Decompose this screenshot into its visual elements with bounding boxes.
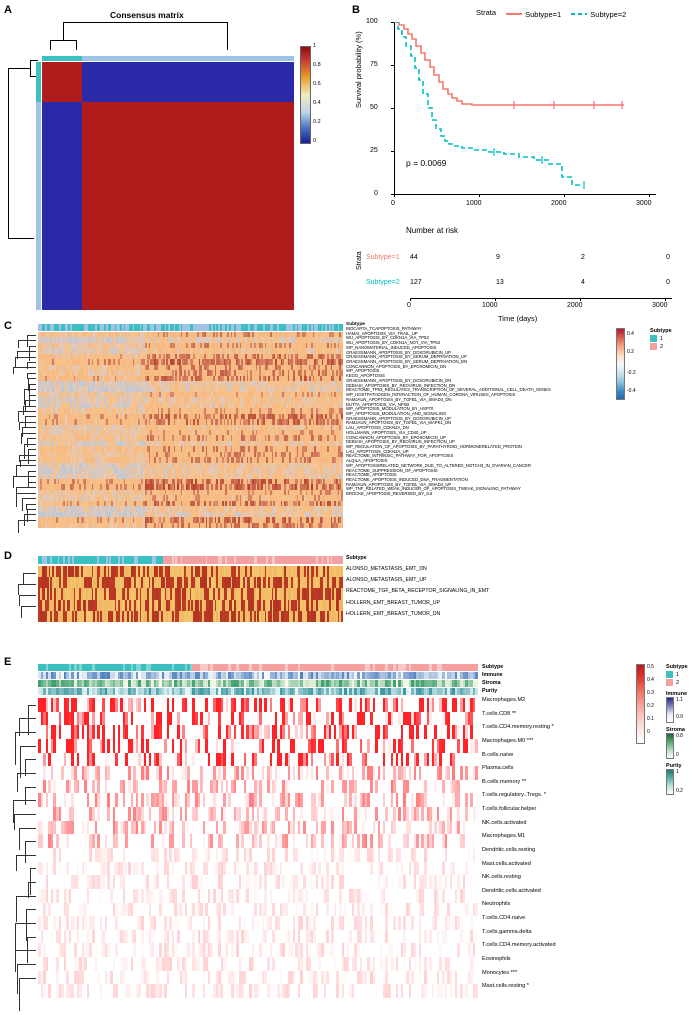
panel-e-letter: E xyxy=(4,656,12,668)
row-label: DUTTA_APOPTOSIS_VIA_NFKB xyxy=(346,401,410,407)
row-label: ALONSO_METASTASIS_EMT_DN xyxy=(346,566,427,572)
row-label: CONCANNON_APOPTOSIS_BY_EPOXOMICIN_UP xyxy=(346,434,446,440)
risk-x-tick: 1000 xyxy=(482,302,498,309)
row-label: DEBIASI_APOPTOSIS_BY_REOVIRUS_INFECTION_UP xyxy=(346,439,455,445)
row-label: GRAESSMANN_APOPTOSIS_BY_DOXORUBICIN_UP xyxy=(346,415,451,421)
row-label: KEGG_APOPTOSIS xyxy=(346,373,385,379)
consensus-matrix-heatmap xyxy=(42,62,294,310)
panel-c-letter: C xyxy=(4,320,12,332)
annotation-title: Immune xyxy=(482,672,503,678)
panel-a-letter: A xyxy=(4,4,12,16)
row-label: NK.cells.resting xyxy=(482,874,521,881)
emt-heatmap xyxy=(38,566,343,622)
row-label: GRAESSMANN_APOPTOSIS_BY_DOXORUBICIN_DN xyxy=(346,377,452,383)
row-label: B.cells.naive xyxy=(482,751,514,758)
risk-row-label-subtype2: Subtype=2 xyxy=(366,279,400,286)
scale-tick: 0.2 xyxy=(627,349,634,355)
row-label-list xyxy=(482,694,652,994)
scale-tick: -0.4 xyxy=(627,388,636,394)
color-swatch xyxy=(666,671,673,678)
row-label: HOLLERN_EMT_BREAST_TUMOR_UP xyxy=(346,599,440,606)
row-label: T.cells.regulatory..Tregs. * xyxy=(482,792,547,799)
risk-value: 9 xyxy=(496,254,500,261)
risk-value: 0 xyxy=(666,279,670,286)
row-label: NK.cells.activated xyxy=(482,819,527,826)
y-tick: 100 xyxy=(366,18,378,25)
row-label: WP_APOPTOSIS_MODULATION_AND_SIGNALING xyxy=(346,410,447,416)
annotation-row-0 xyxy=(38,664,478,671)
annotation-title: Subtype xyxy=(346,322,365,327)
risk-x-axis-label: Time (days) xyxy=(498,314,538,323)
panel-a-consensus-matrix xyxy=(0,0,340,318)
risk-value: 2 xyxy=(581,254,585,261)
scale-tick: 0.2 xyxy=(647,703,654,709)
risk-value: 4 xyxy=(581,279,585,286)
risk-value: 127 xyxy=(410,279,422,286)
stroma-legend-title: Stroma xyxy=(666,727,685,733)
row-label: RAMJAUN_APOPTOSIS_BY_TGFB1_VIA_MAPK1_DN xyxy=(346,420,452,426)
row-label: T.cells.CD4.memory.resting * xyxy=(482,724,554,731)
scale-tick: 0.1 xyxy=(647,716,654,722)
annotation-title: Stroma xyxy=(482,680,501,686)
risk-value: 44 xyxy=(410,254,418,261)
row-label: T.cells.CD4.memory.activated xyxy=(482,942,556,949)
risk-strata-axis-label: Strata xyxy=(356,251,363,270)
scale-tick: 0.3 xyxy=(647,690,654,696)
panel-a-title: Consensus matrix xyxy=(110,10,184,20)
row-label: LAU_APOPTOSIS_CDKN2A_UP xyxy=(346,448,409,454)
y-tick: 50 xyxy=(370,104,378,111)
row-label: GRAESSMANN_APOPTOSIS_BY_SERUM_DEPRIVATION_UP xyxy=(346,354,467,360)
subtype-annotation-bar xyxy=(38,324,343,331)
row-label: REACTOME_TGF_BETA_RECEPTOR_SIGNALING_IN_EMT xyxy=(346,588,490,595)
panel-e-legend: 0.5 0.4 0.3 0.2 0.1 0 Subtype 1 2 Immune 1.1 0.9 Stroma 0.8 0 Purity 1 0.2 xyxy=(636,664,698,750)
subtype-legend-item-1 xyxy=(650,335,672,342)
apoptosis-heatmap xyxy=(38,332,343,528)
row-label: Neutrophils xyxy=(482,901,511,908)
row-label: Mast.cells.activated xyxy=(482,860,531,867)
legend-label: Subtype=1 xyxy=(525,9,562,19)
row-label: Plasma.cells xyxy=(482,765,514,772)
row-label: Eosinophils xyxy=(482,955,511,962)
subtype-legend-title: Subtype xyxy=(666,664,688,670)
annotation-bars xyxy=(38,664,478,696)
x-tick: 3000 xyxy=(636,200,652,207)
subtype-annotation-bar xyxy=(38,556,343,564)
row-label: Mast.cells.resting * xyxy=(482,983,529,990)
x-tick: 1000 xyxy=(466,200,482,207)
subtype-legend-item-1: 1 xyxy=(666,671,698,678)
immune-legend-title: Immune xyxy=(666,691,688,697)
row-dendrogram xyxy=(10,698,37,998)
color-swatch xyxy=(650,335,657,342)
legend-tick: 0.6 xyxy=(313,81,321,87)
risk-x-tick: 3000 xyxy=(652,302,668,309)
row-label: HOLLMANN_APOPTOSIS_VIA_CD40_UP xyxy=(346,429,427,435)
row-label-list xyxy=(346,327,616,497)
risk-value: 13 xyxy=(496,279,504,286)
row-label: Macrophages.M2 xyxy=(482,697,526,703)
strata-legend-title: Strata xyxy=(476,8,497,17)
row-label: Dendritic.cells.activated xyxy=(482,887,541,894)
row-dendrogram xyxy=(10,566,37,622)
annotation-row-3 xyxy=(38,688,478,695)
scale-tick: 0.4 xyxy=(627,331,634,337)
row-label: ALQILA_APOPTOSIS xyxy=(346,458,388,464)
legend-label: 1 xyxy=(660,335,664,342)
legend-tick: 0 xyxy=(313,138,317,144)
row-label: GRAESSMANN_APOPTOSIS_BY_SERUM_DEPRIVATION_DN xyxy=(346,359,468,365)
legend-tick: 0.4 xyxy=(313,100,321,106)
row-label: REACTOME_INTRINSIC_PATHWAY_FOR_APOPTOSIS xyxy=(346,453,454,459)
subtype-legend-item-2 xyxy=(650,343,672,350)
row-label: WP_APOPTOSISRELATED_NETWORK_DUE_TO_ALTERED_NOTCH3_IN_OVARIAN_CANCER xyxy=(346,462,531,468)
annotation-title: Purity xyxy=(482,688,498,694)
row-label: REACTOME_TP53_REGULATES_TRANSCRIPTION_OF_SEVERAL_ADDITIONAL_CELL_DEATH_GENES xyxy=(346,387,551,393)
immune-cell-heatmap xyxy=(38,698,478,998)
scale-tick: 0.4 xyxy=(647,677,654,683)
subtype-legend-item-2: 2 xyxy=(666,679,698,686)
row-label: B.cells.memory ** xyxy=(482,778,527,785)
row-label: WP_TNF_RELATED_WEAK_INDUCER_OF_APOPTOSIS_TWEAK_SIGNALING_PATHWAY xyxy=(346,486,521,492)
scale-tick: 0 xyxy=(647,729,650,735)
km-curves xyxy=(394,22,656,194)
row-label: HOLLERN_EMT_BREAST_TUMOR_DN xyxy=(346,610,441,617)
panel-e-immune-heatmap xyxy=(0,650,698,1015)
row-label: Macrophages.M1 xyxy=(482,833,526,840)
color-scale-bar xyxy=(616,328,625,400)
row-dendrogram xyxy=(10,332,37,528)
legend-tick: 0.2 xyxy=(313,119,321,125)
row-label: DEBIASI_APOPTOSIS_BY_REOVIRUS_INFECTION_DN xyxy=(346,382,456,388)
kaplan-meier-plot xyxy=(348,0,698,225)
row-label: WP_APOPTOSIS xyxy=(346,368,380,374)
x-tick: 0 xyxy=(391,200,395,207)
stroma-scale-bar xyxy=(666,733,674,759)
risk-row-label-subtype1: Subtype=1 xyxy=(366,254,400,261)
row-label: WU_APOPTOSIS_BY_CDKN1A_VIA_TP53 xyxy=(346,335,429,341)
row-label: T.cells.CD8 ** xyxy=(482,710,517,717)
row-label: WU_APOPTOSIS_BY_CDKN1A_NOT_VIA_TP53 xyxy=(346,340,440,346)
row-label: LAU_APOPTOSIS_CDKN2A_DN xyxy=(346,425,409,431)
row-label: Macrophages.M0 *** xyxy=(482,737,534,744)
scale-tick: -0.2 xyxy=(627,370,636,376)
color-scale-bar xyxy=(636,664,645,744)
panel-b-letter: B xyxy=(352,4,360,16)
risk-value: 0 xyxy=(666,254,670,261)
row-label: GRAESSMANN_APOPTOSIS_BY_DOXORUBICIN_UP xyxy=(346,349,451,355)
panel-c-legend xyxy=(616,328,696,404)
row-label: HAMAI_APOPTOSIS_VIA_TRAIL_UP xyxy=(346,330,418,336)
panel-d-emt-heatmap xyxy=(0,544,698,650)
panel-c-apoptosis-heatmap xyxy=(0,318,698,544)
row-label: RAMJAUN_APOPTOSIS_BY_TGFB1_VIA_SMAD4_UP xyxy=(346,481,452,487)
panel-b-survival xyxy=(348,0,698,340)
row-label: RAMJAUN_APOPTOSIS_BY_TGFB1_VIA_SMAD4_DN xyxy=(346,396,452,402)
purity-scale-bar xyxy=(666,769,674,795)
consensus-color-legend xyxy=(300,43,321,144)
immune-scale-bar xyxy=(666,697,674,723)
scale-tick: 0.5 xyxy=(647,664,654,670)
risk-x-tick: 2000 xyxy=(567,302,583,309)
legend-label: Subtype=2 xyxy=(590,9,627,19)
y-tick: 0 xyxy=(374,190,378,197)
legend-tick: 1 xyxy=(313,43,317,49)
color-swatch xyxy=(666,679,673,686)
risk-table-title: Number at risk xyxy=(406,226,459,235)
row-label: WP_APOPTOSIS_MODULATION_BY_HSP70 xyxy=(346,406,434,412)
color-swatch xyxy=(650,343,657,350)
legend-tick: 0.8 xyxy=(313,62,321,68)
subtype-legend-title: Subtype xyxy=(650,328,672,334)
row-label: REACTOME_APOPTOSIS_INDUCED_DNA_FRAGMENTATION xyxy=(346,477,468,482)
legend-label: 2 xyxy=(660,343,664,350)
annotation-title: Subtype xyxy=(482,664,504,670)
row-label: WP_HOSTPATHOGEN_INTERACTION_OF_HUMAN_CORONA_VIRUSES_APOPTOSIS xyxy=(346,392,516,398)
row-label: BIOCARTA_TCAPOPTOSIS_PATHWAY xyxy=(346,326,422,331)
row-label: T.cells.gamma.delta xyxy=(482,928,532,935)
row-label: WP_NANOMATERIAL_INDUCED_APOPTOSIS xyxy=(346,344,437,350)
row-label: REACTOME_SUPPRESSION_OF_APOPTOSIS xyxy=(346,467,438,473)
row-label-list xyxy=(346,564,626,620)
row-label: T.cells.follicular.helper xyxy=(482,806,537,812)
annotation-row-2 xyxy=(38,680,478,687)
annotation-title: Subtype xyxy=(346,555,367,561)
row-label: WP_REGULATION_OF_APOPTOSIS_BY_PARATHYROID_HORMONERELATED_PROTEIN xyxy=(346,443,522,449)
risk-x-tick: 0 xyxy=(407,302,411,309)
row-annotation-bar xyxy=(36,62,41,310)
row-label: ALONSO_METASTASIS_EMT_UP xyxy=(346,577,427,584)
row-label: BROCKE_APOPTOSIS_REVERSED_BY_IL6 xyxy=(346,491,433,497)
column-annotation-bar xyxy=(42,56,294,61)
purity-legend-title: Purity xyxy=(666,763,682,769)
x-tick: 2000 xyxy=(551,200,567,207)
row-label: Monocytes *** xyxy=(482,969,518,976)
pvalue-annotation: p = 0.0069 xyxy=(406,158,447,168)
y-tick: 25 xyxy=(370,147,378,154)
row-label: REACTOME_APOPTOSIS xyxy=(346,472,397,478)
y-axis-label: Survival probability (%) xyxy=(354,31,363,108)
row-label: Dendritic.cells.resting xyxy=(482,846,536,853)
y-tick: 75 xyxy=(370,61,378,68)
row-label: T.cells.CD4.naive xyxy=(482,915,526,921)
panel-d-letter: D xyxy=(4,550,12,562)
row-label: CONCANNON_APOPTOSIS_BY_EPOXOMICIN_DN xyxy=(346,363,447,369)
annotation-row-1 xyxy=(38,672,478,679)
